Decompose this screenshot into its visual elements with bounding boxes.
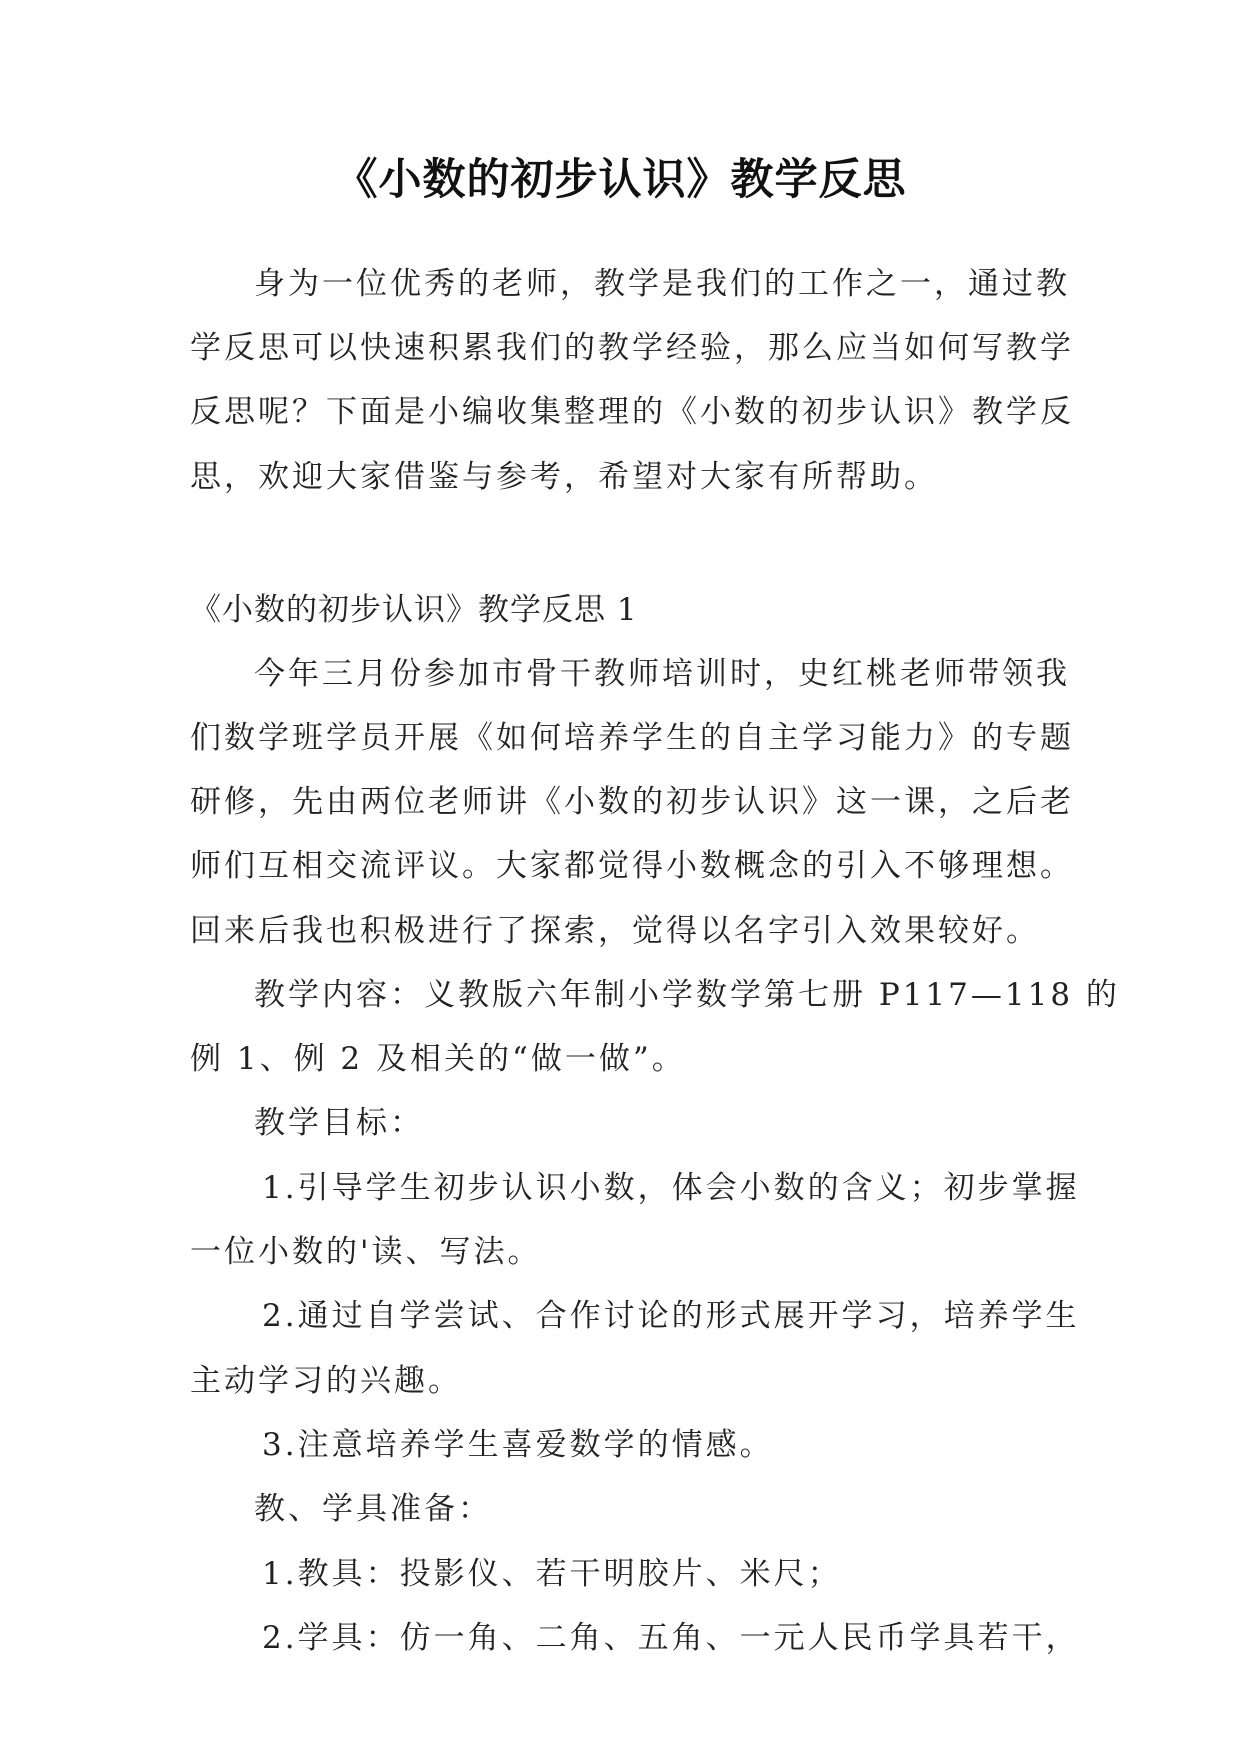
body-line: 教学目标： (254, 1105, 424, 1141)
intro-line: 思，欢迎大家借鉴与参考，希望对大家有所帮助。 (190, 459, 938, 495)
body-line: 回来后我也积极进行了探索，觉得以名字引入效果较好。 (190, 913, 1040, 949)
document-title: 《小数的初步认识》教学反思 (334, 155, 907, 205)
body-line: 2.通过自学尝试、合作讨论的形式展开学习，培养学生 (262, 1298, 1080, 1334)
section-heading: 《小数的初步认识》教学反思 1 (190, 592, 638, 628)
body-line: 研修，先由两位老师讲《小数的初步认识》这一课，之后老 (190, 784, 1074, 820)
intro-line: 学反思可以快速积累我们的教学经验，那么应当如何写教学 (190, 330, 1074, 366)
body-line: 1.引导学生初步认识小数，体会小数的含义；初步掌握 (262, 1170, 1080, 1206)
body-line: 3.注意培养学生喜爱数学的情感。 (262, 1427, 774, 1463)
body-line: 例 1、例 2 及相关的“做一做”。 (190, 1041, 686, 1077)
body-line: 师们互相交流评议。大家都觉得小数概念的引入不够理想。 (190, 848, 1074, 884)
body-line: 教学内容：义教版六年制小学数学第七册 P117—118 的 (254, 977, 1120, 1013)
body-line: 主动学习的兴趣。 (190, 1363, 462, 1399)
body-line: 教、学具准备： (254, 1491, 492, 1527)
body-line: 2.学具：仿一角、二角、五角、一元人民币学具若干， (262, 1620, 1080, 1656)
intro-line: 反思呢？下面是小编收集整理的《小数的初步认识》教学反 (190, 394, 1074, 430)
body-line: 们数学班学员开展《如何培养学生的自主学习能力》的专题 (190, 720, 1074, 756)
body-line: 今年三月份参加市骨干教师培训时，史红桃老师带领我 (254, 656, 1070, 692)
intro-line: 身为一位优秀的老师，教学是我们的工作之一，通过教 (254, 266, 1070, 302)
body-line: 一位小数的'读、写法。 (190, 1234, 542, 1270)
body-line: 1.教具：投影仪、若干明胶片、米尺； (262, 1556, 842, 1592)
